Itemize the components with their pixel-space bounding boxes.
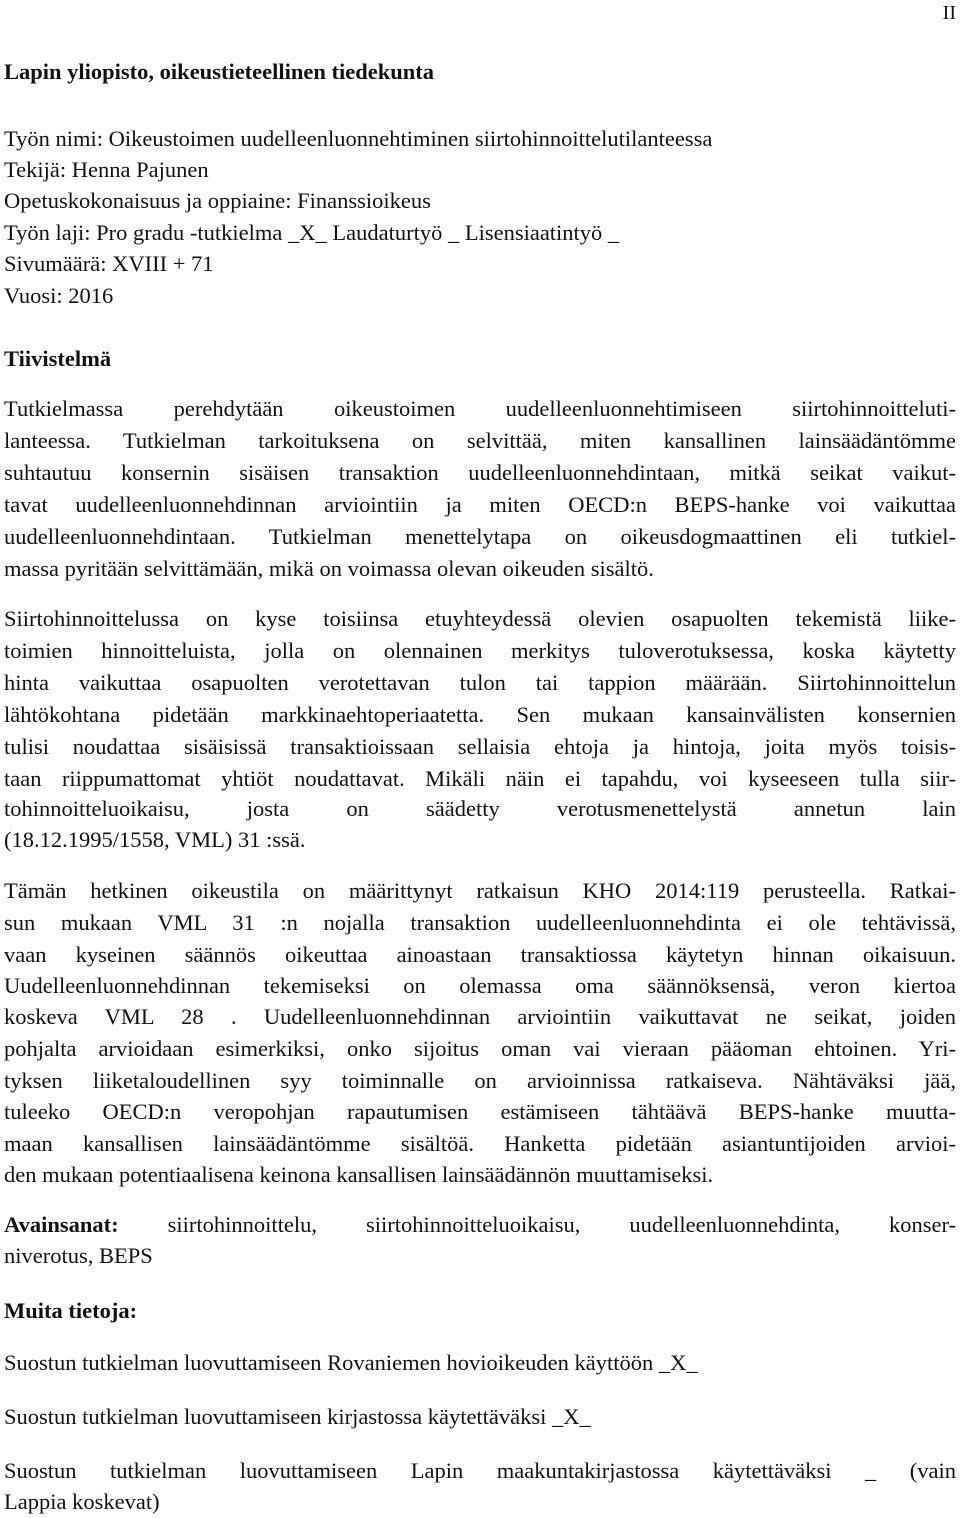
- keywords-line: [4, 1214, 956, 1237]
- text-line: tavat uudelleenluonnehdinnan arviointiin ja miten OECD:n BEPS-hanke voi vaikuttaa: [4, 492, 956, 517]
- text-line: Tutkielmassa perehdytään oikeustoimen uudelleenluonnehtimiseen siirtohinnoitteluti-: [4, 396, 956, 421]
- meta-subject: Opetuskokonaisuus ja oppiaine: Finanssioikeus: [4, 188, 431, 213]
- text-line: tohinnoitteluoikaisu, josta on säädetty verotusmenettelystä annetun lain: [4, 796, 956, 821]
- text-line: koskeva VML 28 . Uudelleenluonnehdinnan arviointiin vaikuttavat ne seikat, joiden: [4, 1004, 956, 1029]
- text-line: tyksen liiketaloudellinen syy toiminnalle on arvioinnissa ratkaiseva. Nähtäväksi jää,: [4, 1068, 956, 1093]
- faculty-heading: Lapin yliopisto, oikeustieteellinen tiedekunta: [4, 59, 435, 84]
- consent-line: Suostun tutkielman luovuttamiseen Lapin maakuntakirjastossa käytettäväksi _ (vain: [4, 1458, 956, 1483]
- text-line: tulisi noudattaa sisäisissä transaktioissaan sellaisia ehtoja ja hintoja, joita myös toisis-: [4, 734, 956, 759]
- consent-line: Suostun tutkielman luovuttamiseen kirjastossa käytettäväksi _X_: [4, 1404, 591, 1429]
- text-line: (18.12.1995/1558, VML) 31 :ssä.: [4, 827, 306, 852]
- text-line: lähtökohtana pidetään markkinaehtoperiaatetta. Sen mukaan kansainvälisten konsernien: [4, 702, 956, 727]
- text-line: den mukaan potentiaalisena keinona kansallisen lainsäädännön muuttamiseksi.: [4, 1162, 714, 1187]
- text-line: pohjalta arvioidaan esimerkiksi, onko sijoitus oman vai vieraan pääoman ehtoinen. Yri-: [4, 1036, 956, 1061]
- meta-author: Tekijä: Henna Pajunen: [4, 157, 209, 182]
- text-line: vaan kyseinen säännös oikeuttaa ainoastaan transaktiossa käytetyn hinnan oikaisuun.: [4, 942, 956, 967]
- keywords-line: niverotus, BEPS: [4, 1243, 153, 1268]
- abstract-heading: Tiivistelmä: [4, 346, 112, 371]
- meta-pages: Sivumäärä: XVIII + 71: [4, 251, 214, 276]
- text-line: Tämän hetkinen oikeustila on määrittynyt ratkaisun KHO 2014:119 perusteella. Ratkai-: [4, 878, 956, 903]
- keywords-text: siirtohinnoittelu, siirtohinnoitteluoikaisu, uudelleenluonnehdinta, konser-: [118, 1212, 956, 1237]
- text-line: hinta vaikuttaa osapuolten verotettavan tulon tai tappion määrään. Siirtohinnoittelun: [4, 670, 956, 695]
- text-line: toimien hinnoitteluista, jolla on olennainen merkitys tuloverotuksessa, koska käytetty: [4, 638, 956, 663]
- meta-type: Työn laji: Pro gradu -tutkielma _X_ Laudaturtyö _ Lisensiaatintyö _: [4, 220, 620, 245]
- keywords-label: Avainsanat:: [4, 1212, 119, 1237]
- text-line: lanteessa. Tutkielman tarkoituksena on selvittää, miten kansallinen lainsäädäntömme: [4, 428, 956, 453]
- other-info-heading: Muita tietoja:: [4, 1298, 138, 1323]
- text-line: massa pyritään selvittämään, mikä on voimassa olevan oikeuden sisältö.: [4, 556, 654, 581]
- page-number: II: [942, 2, 956, 24]
- text-line: sun mukaan VML 31 :n nojalla transaktion uudelleenluonnehdinta ei ole tehtävissä,: [4, 910, 956, 935]
- meta-year: Vuosi: 2016: [4, 283, 114, 308]
- text-line: taan riippumattomat yhtiöt noudattavat. Mikäli näin ei tapahdu, voi kyseeseen tulla siir-: [4, 766, 956, 791]
- text-line: suhtautuu konsernin sisäisen transaktion uudelleenluonnehdintaan, mitkä seikat vaikut-: [4, 460, 956, 485]
- text-line: Uudelleenluonnehdinnan tekemiseksi on olemassa oma säännöksensä, veron kiertoa: [4, 973, 956, 998]
- consent-line: Lappia koskevat): [4, 1489, 160, 1514]
- consent-line: Suostun tutkielman luovuttamiseen Rovaniemen hovioikeuden käyttöön _X_: [4, 1350, 698, 1375]
- text-line: Siirtohinnoittelussa on kyse toisiinsa etuyhteydessä olevien osapuolten tekemistä liike-: [4, 606, 956, 631]
- text-line: uudelleenluonnehdintaan. Tutkielman menettelytapa on oikeusdogmaattinen eli tutkiel-: [4, 524, 956, 549]
- meta-title: Työn nimi: Oikeustoimen uudelleenluonnehtiminen siirtohinnoittelutilanteessa: [4, 126, 713, 151]
- text-line: maan kansallisen lainsäädäntömme sisältöä. Hanketta pidetään asiantuntijoiden arvioi-: [4, 1131, 956, 1156]
- text-line: tuleeko OECD:n veropohjan rapautumisen estämiseen tähtäävä BEPS-hanke muutta-: [4, 1099, 956, 1124]
